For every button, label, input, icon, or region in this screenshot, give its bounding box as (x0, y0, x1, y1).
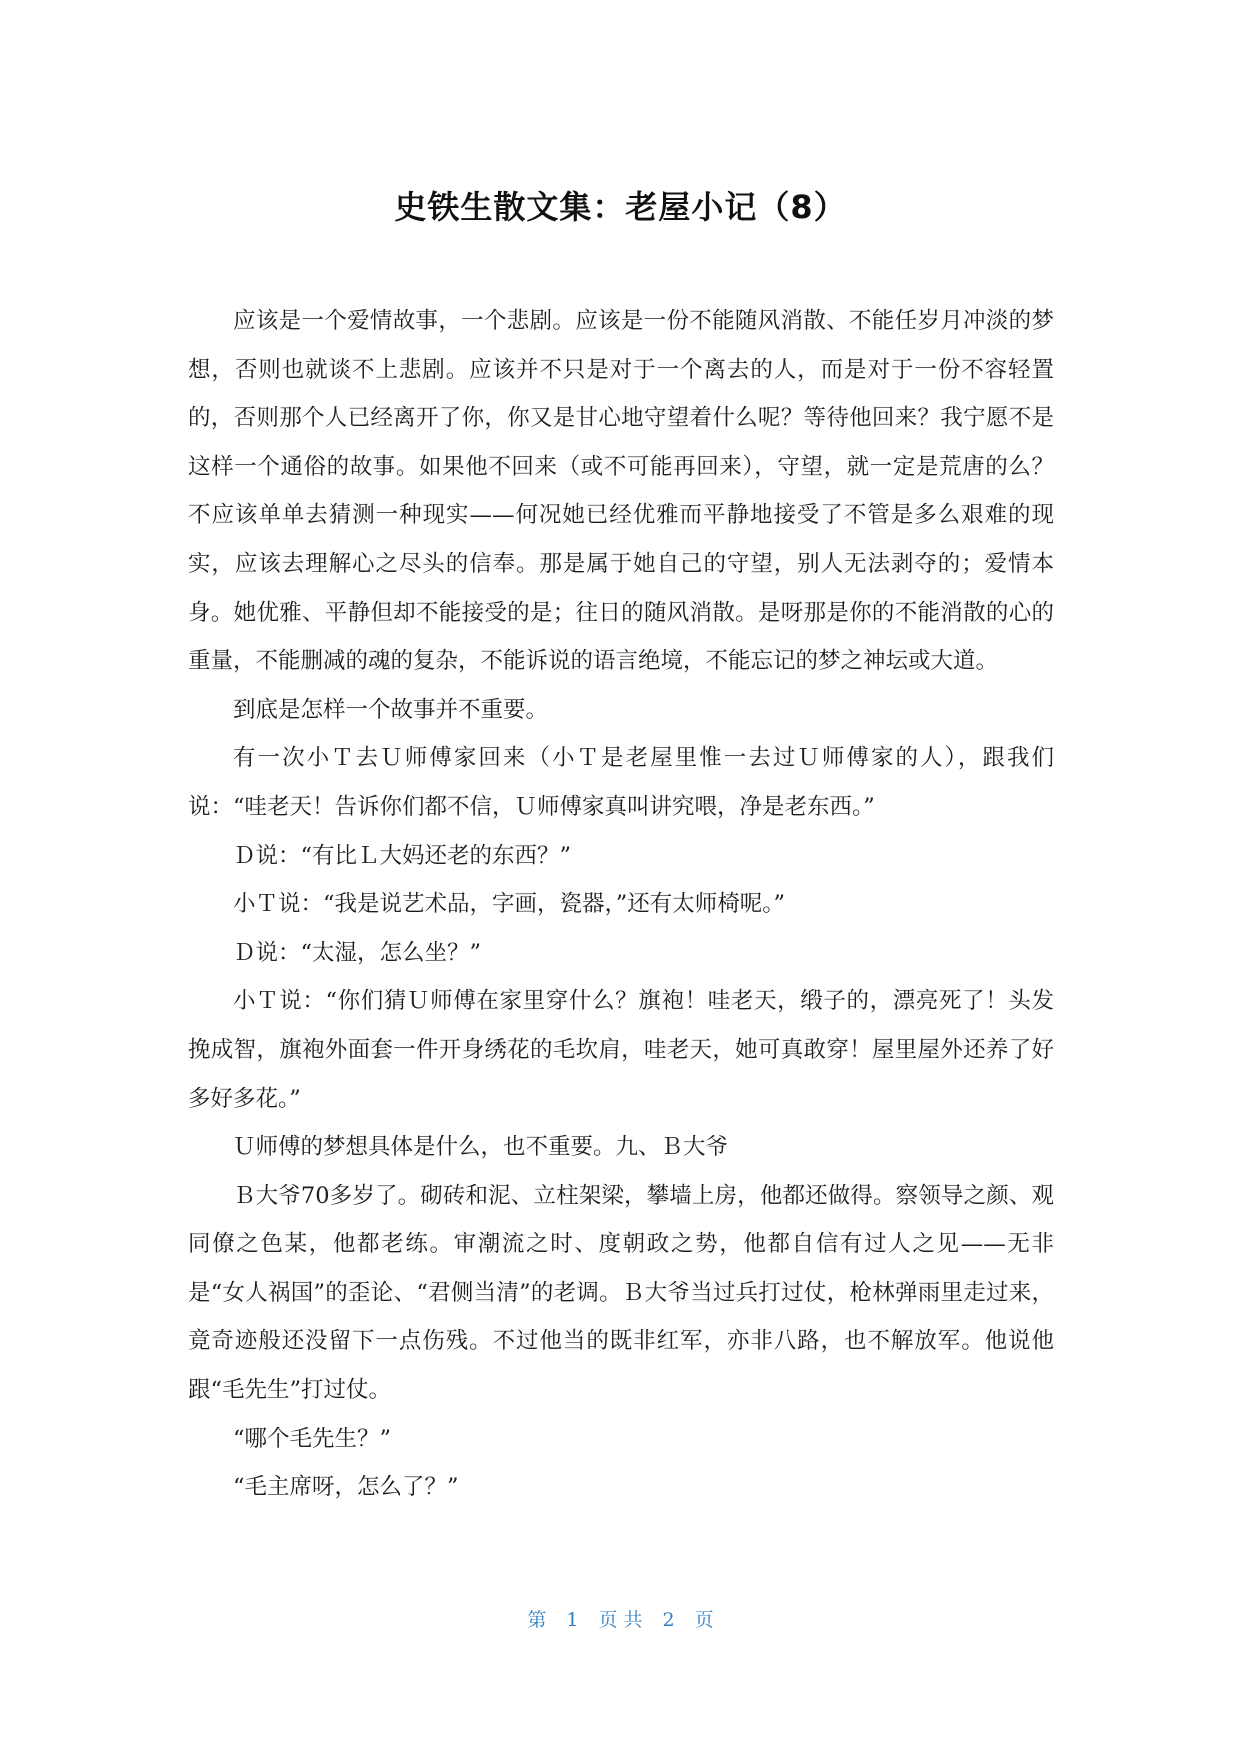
paragraph: Ｄ说：“太湿，怎么坐？” (233, 939, 482, 966)
document-body (188, 297, 1054, 1512)
paragraph: 应该是一个爱情故事，一个悲剧。应该是一份不能随风消散、不能任岁月冲淡的梦想，否则也就谈不上悲剧。应该并不只是对于一个离去的人，而是对于一份不容轻置的，否则那个人已经离开了你，你又是甘心地守望着什么呢？等待他回来？我宁愿不是这样一个通俗的故事。如果他不回来（或不可能再回来），守望，就一定是荒唐的么？不应该单单去猜测一种现实——何况她已经优雅而平静地接受了不管是多么艰难的现实，应该去理解心之尽头的信奉。那是属于她自己的守望，别人无法剥夺的；爱情本身。她优雅、平静但却不能接受的是；往日的随风消散。是呀那是你的不能消散的心的重量，不能删减的魂的复杂，不能诉说的语言绝境，不能忘记的梦之神坛或大道。 (188, 308, 1054, 675)
footer-label-page: 第 (527, 1609, 547, 1631)
current-page-number: 1 (566, 1609, 579, 1631)
paragraph: Ｂ大爷70多岁了。砌砖和泥、立柱架梁，攀墙上房，他都还做得。察领导之颜、观同僚之色某，他都老练。审潮流之时、度朝政之势，他都自信有过人之见——无非是“女人祸国”的歪论、“君侧当清”的老调。Ｂ大爷当过兵打过仗，枪林弹雨里走过来，竟奇迹般还没留下一点伤残。不过他当的既非红军，亦非八路，也不解放军。他说他跟“毛先生”打过仗。 (188, 1182, 1054, 1404)
footer-label-pages: 页 (694, 1609, 714, 1631)
page-footer (0, 1605, 1241, 1635)
document-title: 史铁生散文集：老屋小记（8） (394, 188, 847, 226)
paragraph: Ｄ说：“有比Ｌ大妈还老的东西？” (233, 842, 572, 869)
paragraph: 有一次小Ｔ去Ｕ师傅家回来（小Ｔ是老屋里惟一去过Ｕ师傅家的人），跟我们说：“哇老天！告诉你们都不信，Ｕ师傅家真叫讲究喂，净是老东西。” (188, 745, 1054, 820)
paragraph: 到底是怎样一个故事并不重要。 (233, 696, 549, 723)
paragraph: 小Ｔ说：“我是说艺术品，字画，瓷器，”还有太师椅呢。” (233, 891, 786, 918)
footer-label-of: 页 共 (598, 1609, 643, 1631)
paragraph: Ｕ师傅的梦想具体是什么，也不重要。九、Ｂ大爷 (233, 1134, 729, 1161)
paragraph: “哪个毛先生？” (233, 1425, 392, 1452)
paragraph: “毛主席呀，怎么了？” (233, 1474, 459, 1501)
total-pages-number: 2 (662, 1609, 675, 1631)
paragraph: 小Ｔ说：“你们猜Ｕ师傅在家里穿什么？旗袍！哇老天，缎子的，漂亮死了！头发挽成智，旗袍外面套一件开身绣花的毛坎肩，哇老天，她可真敢穿！屋里屋外还养了好多好多花。” (188, 988, 1054, 1112)
